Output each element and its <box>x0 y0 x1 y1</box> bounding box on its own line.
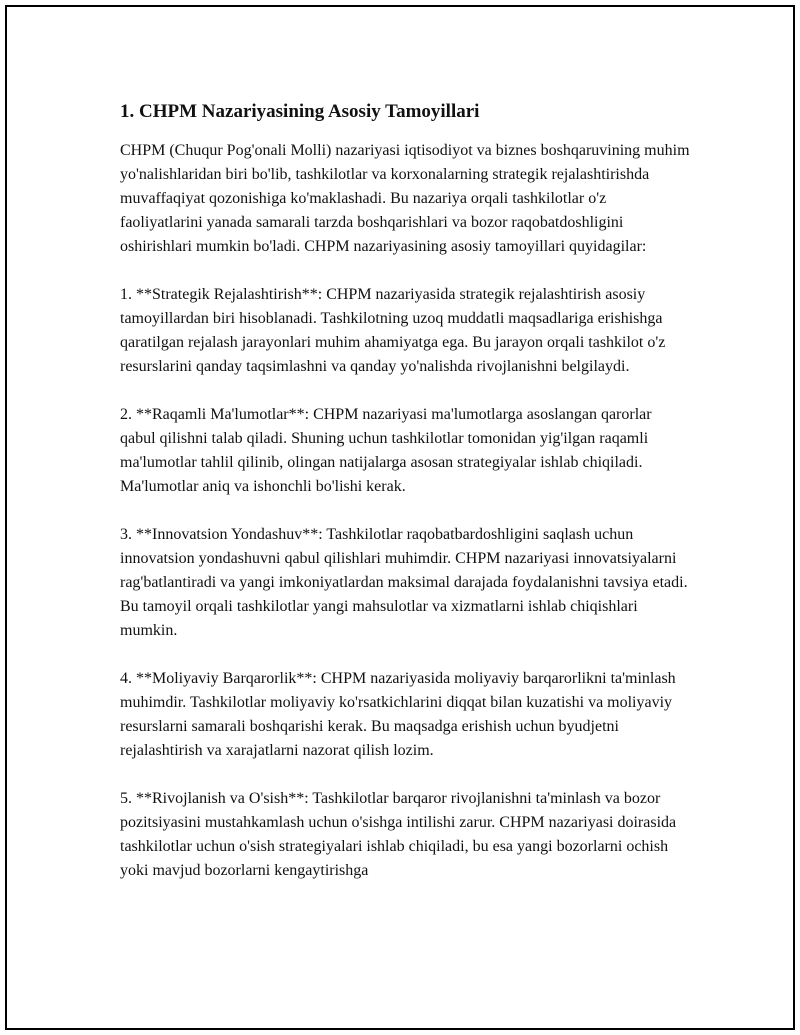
principle-digital-data: 2. **Raqamli Ma'lumotlar**: CHPM nazariyasi ma'lumotlarga asoslangan qarorlar qabul qilishni talab qiladi. Shuning uchun tashkilotlar tomonidan yig'ilgan raqamli ma'lumotlar tahlil qilinib, olingan natijalarga asosan strategiyalar ishlab chiqiladi. Ma'lumotlar aniq va ishonchli bo'lishi kerak. <box>120 406 652 495</box>
document-page <box>5 5 795 1030</box>
document-body <box>120 99 690 907</box>
principle-innovative-approach: 3. **Innovatsion Yondashuv**: Tashkilotlar raqobatbardoshligini saqlash uchun innovatsion yondashuvni qabul qilishlari muhimdir. CHPM nazariyasi innovatsiyalarni rag'batlantiradi va yangi imkoniyatlardan maksimal darajada foydalanishni tavsiya etadi. Bu tamoyil orqali tashkilotlar yangi mahsulotlar va xizmatlarni ishlab chiqishlari mumkin. <box>120 526 688 639</box>
principle-development-growth: 5. **Rivojlanish va O'sish**: Tashkilotlar barqaror rivojlanishni ta'minlash va bozor pozitsiyasini mustahkamlash uchun o'sishga intilishi zarur. CHPM nazariyasi doirasida tashkilotlar uchun o'sish strategiyalari ishlab chiqiladi, bu esa yangi bozorlarni ochish yoki mavjud bozorlarni kengaytirishga <box>120 790 677 879</box>
intro-paragraph: CHPM (Chuqur Pog'onali Molli) nazariyasi iqtisodiyot va biznes boshqaruvining muhim yo'nalishlaridan biri bo'lib, tashkilotlar va korxonalarning strategik rejalashtirishda muvaffaqiyat qozonishiga ko'maklashadi. Bu nazariya orqali tashkilotlar o'z faoliyatlarini yanada samarali tarzda boshqarishlari va bozor raqobatdoshligini oshirishlari mumkin bo'ladi. CHPM nazariyasining asosiy tamoyillari quyidagilar: <box>120 142 690 255</box>
principle-financial-stability: 4. **Moliyaviy Barqarorlik**: CHPM nazariyasida moliyaviy barqarorlikni ta'minlash muhimdir. Tashkilotlar moliyaviy ko'rsatkichlarini diqqat bilan kuzatishi va moliyaviy resurslarni samarali boshqarishi kerak. Bu maqsadga erishish uchun byudjetni rejalashtirish va xarajatlarni nazorat qilish lozim. <box>120 670 676 759</box>
section-heading: 1. CHPM Nazariyasining Asosiy Tamoyillari <box>120 101 480 122</box>
principle-strategic-planning: 1. **Strategik Rejalashtirish**: CHPM nazariyasida strategik rejalashtirish asosiy tamoyillardan biri hisoblanadi. Tashkilotning uzoq muddatli maqsadlariga erishishga qaratilgan rejalash jarayonlari muhim ahamiyatga ega. Bu jarayon orqali tashkilot o'z resurslarini qanday taqsimlashni va qanday yo'nalishda rivojlanishni belgilaydi. <box>120 286 666 375</box>
